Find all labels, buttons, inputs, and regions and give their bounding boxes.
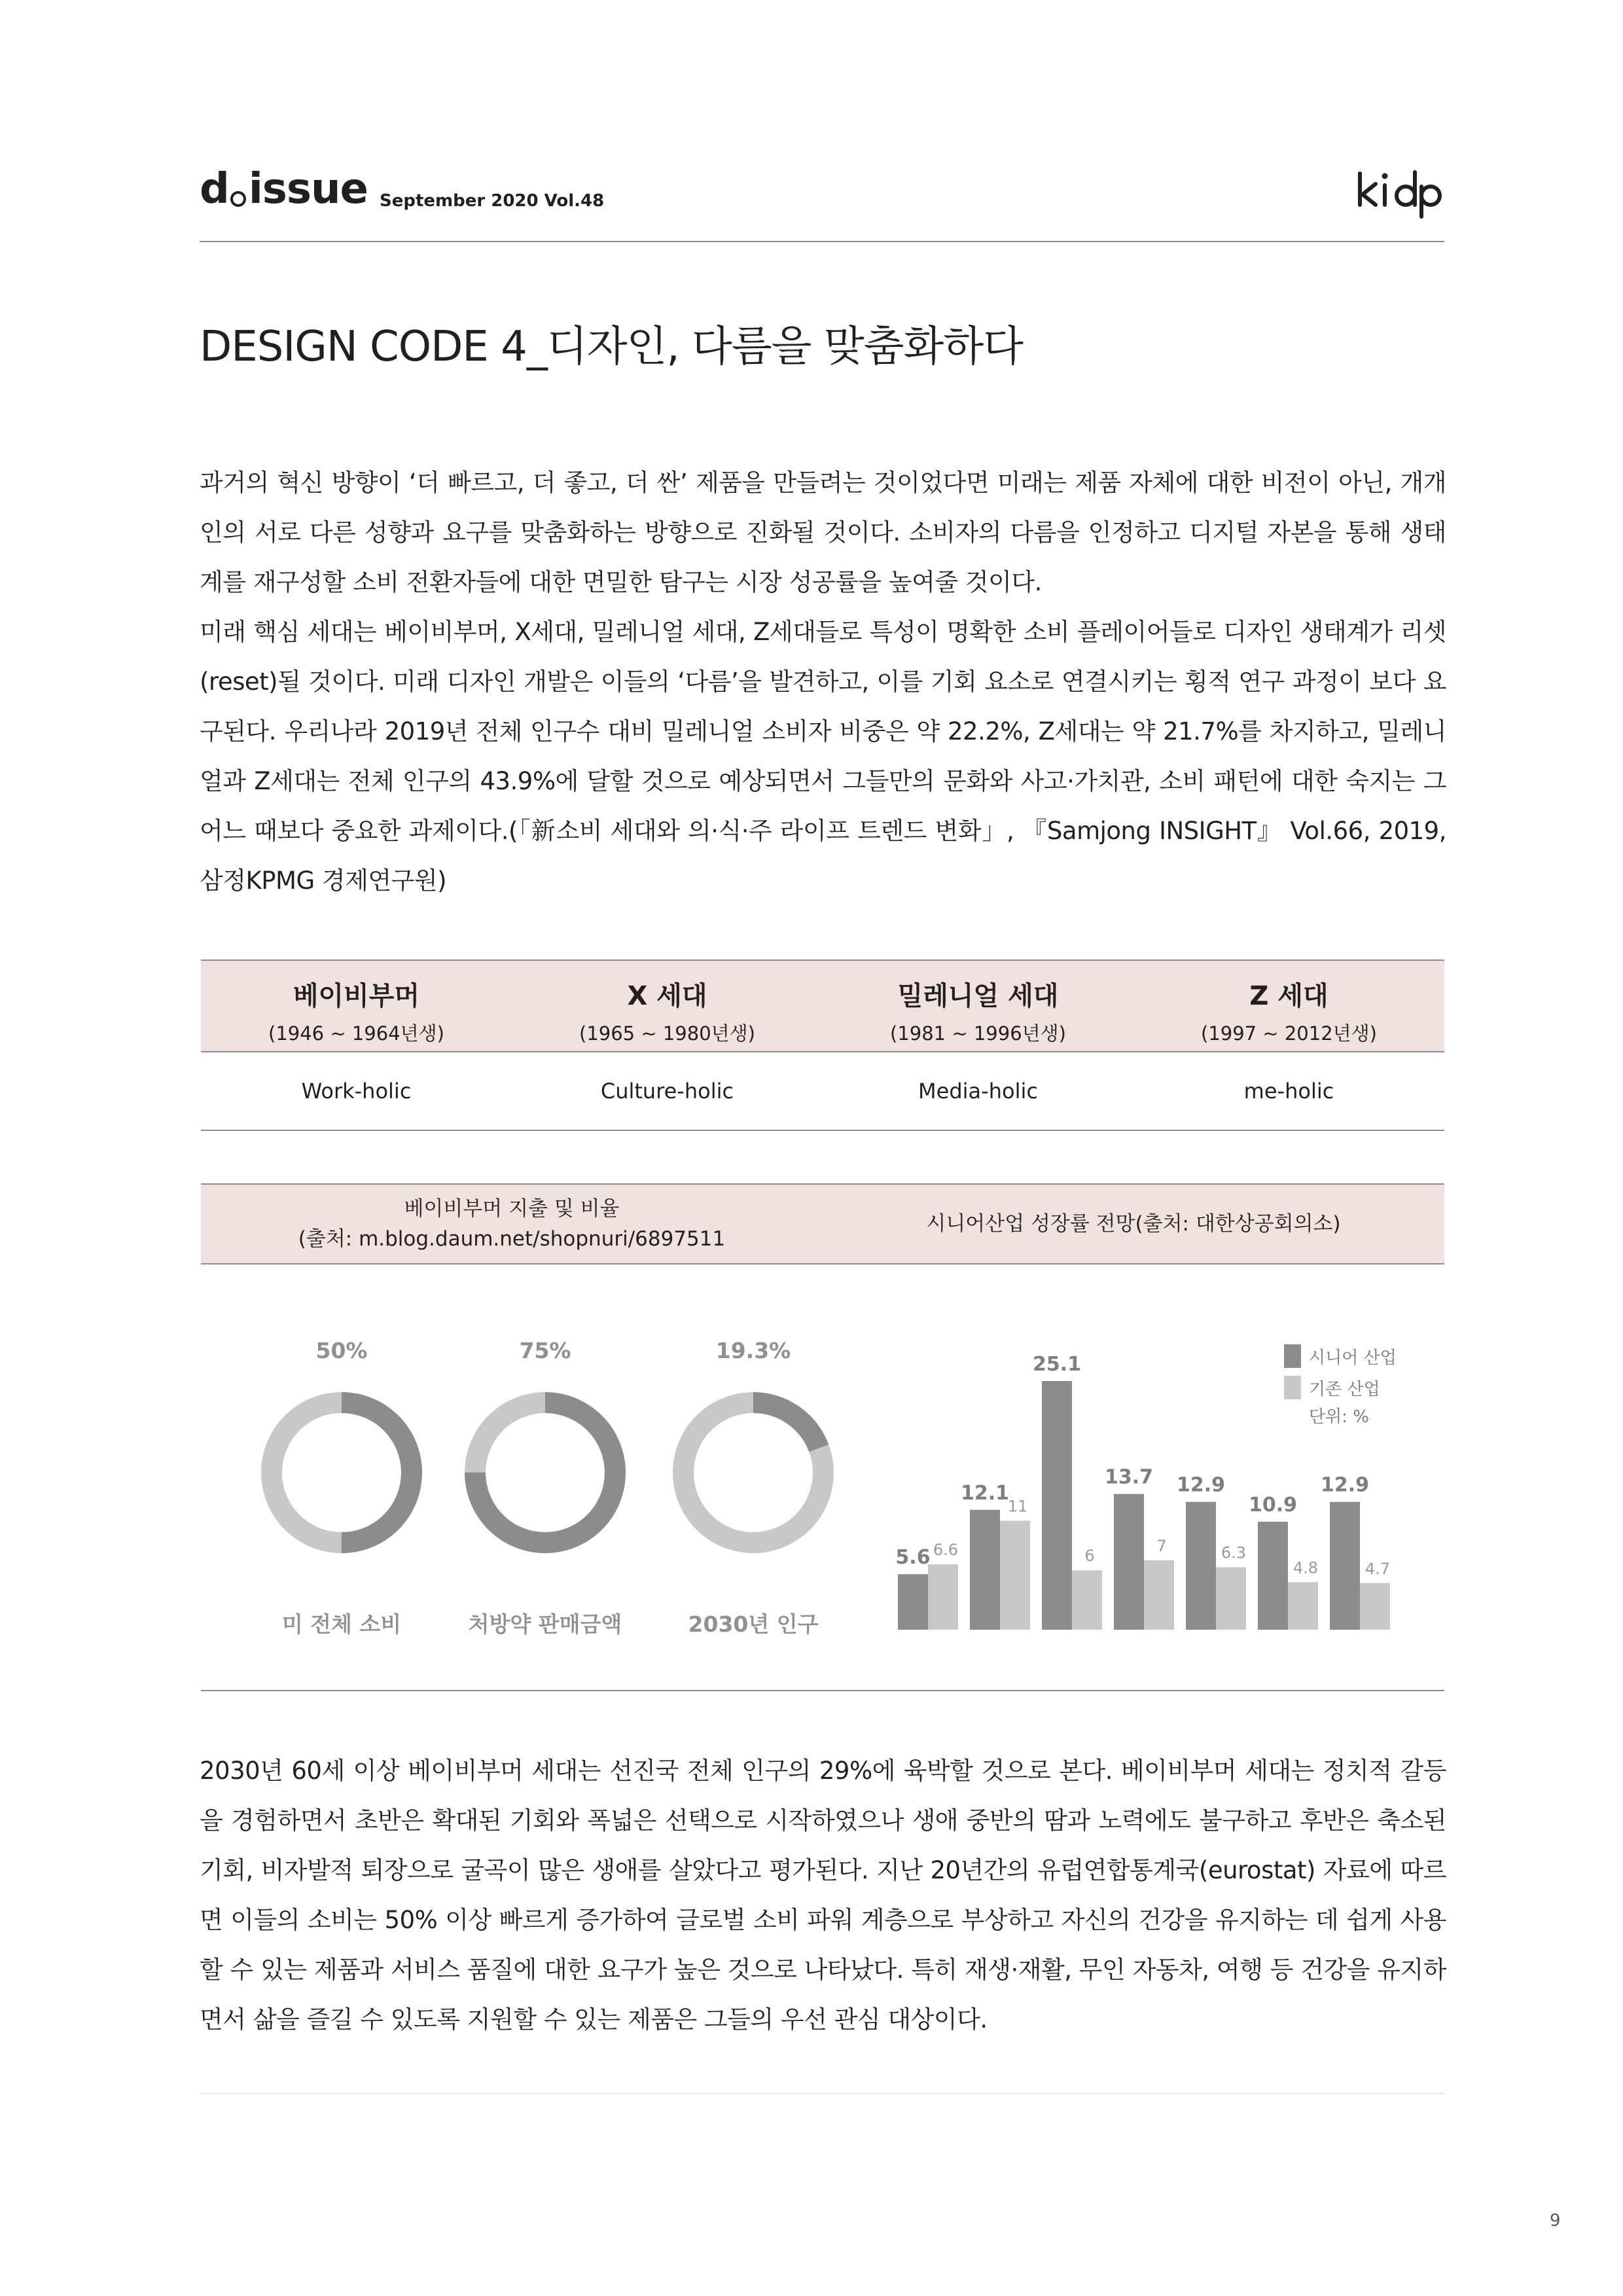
bar-existing-industry — [1144, 1560, 1174, 1630]
donut-category-label: 처방약 판매금액 — [468, 1611, 622, 1637]
bar-existing-industry — [1000, 1520, 1030, 1630]
unit-label: 단위: % — [1309, 1407, 1369, 1427]
generations-trait-row — [201, 1052, 1444, 1131]
bar-value-label: 6 — [1084, 1547, 1095, 1566]
generation-name: X 세대 — [627, 981, 707, 1011]
page-title: DESIGN CODE 4_디자인, 다름을 맞춤화하다 — [200, 323, 1023, 371]
bar-value-label: 10.9 — [1248, 1493, 1298, 1516]
kidp-logo — [1355, 167, 1446, 219]
bar-value-label: 13.7 — [1104, 1465, 1154, 1489]
bar-existing-industry — [1216, 1568, 1246, 1630]
chart-caption-band — [201, 1183, 1444, 1265]
generation-years: (1997 ~ 2012년생) — [1201, 1022, 1377, 1045]
bar-senior-industry — [1114, 1494, 1144, 1630]
donut-value-label: 19.3% — [715, 1338, 791, 1363]
right-caption-title: 시니어산업 성장률 전망(출처: 대한상공회의소) — [926, 1212, 1341, 1236]
bar-value-label: 5.6 — [895, 1546, 931, 1570]
bar-chart-legend — [1284, 1340, 1397, 1427]
header-divider — [200, 241, 1444, 242]
bar-senior-industry — [898, 1574, 928, 1630]
bar-value-label: 11 — [1007, 1497, 1028, 1516]
generation-trait: Work-holic — [301, 1079, 412, 1103]
bar-senior-industry — [1042, 1381, 1072, 1630]
generation-col — [201, 961, 512, 1051]
bar-senior-industry — [1258, 1522, 1288, 1630]
legend-label: 기존 산업 — [1309, 1379, 1380, 1399]
logo-letter-d: d — [200, 165, 229, 213]
issue-date: September 2020 Vol.48 — [380, 191, 605, 211]
bar-existing-industry — [1072, 1570, 1102, 1630]
legend-swatch — [1284, 1376, 1301, 1399]
bar-value-label: 7 — [1156, 1537, 1167, 1556]
bar-existing-industry — [928, 1564, 958, 1630]
dissue-logo — [200, 165, 368, 213]
legend-item-existing — [1284, 1372, 1397, 1403]
page-number: 9 — [1550, 2211, 1561, 2231]
bar-senior-industry — [1186, 1502, 1216, 1630]
generation-col — [512, 961, 823, 1051]
right-chart-caption — [823, 1185, 1444, 1263]
bar-value-label: 6.6 — [933, 1541, 959, 1560]
bar-senior-industry — [970, 1510, 1000, 1630]
donut-value-label: 50% — [315, 1338, 368, 1363]
generation-name: 베이비부머 — [293, 981, 420, 1011]
intro-paragraph-2: 미래 핵심 세대는 베이비부머, X세대, 밀레니얼 세대, Z세대들로 특성이 명확한 소비 플레이어들로 디자인 생태계가 리셋(reset)될 것이다. 미래 디자인 개발은 이들의 ‘다름’을 발견하고, 이를 기회 요소로 연결시키는 횡적 연구 과정이 보다 요구된다. 우리나라 2019년 전체 인구수 대비 밀레니얼 소비자 비중은 약 22.2%, Z세대는 약 21.7%를 차지하고, 밀레니얼과 Z세대는 전체 인구의 43.9%에 달할 것으로 예상되면서 그들만의 문화와 사고·가치관, 소비 패턴에 대한 숙지는 그 어느 때보다 중요한 과제이다.(「新소비 세대와 의·식·주 라이프 트렌드 변화」, 『Samjong INSIGHT』 Vol.66, 2019, 삼정KPMG 경제연구원) — [200, 618, 1446, 895]
left-chart-caption — [201, 1185, 823, 1263]
logo-dot-icon — [230, 191, 246, 207]
bar-value-label: 6.3 — [1221, 1543, 1247, 1562]
left-caption-title: 베이비부머 지출 및 비율 — [404, 1197, 620, 1221]
generation-trait: Media-holic — [918, 1079, 1038, 1103]
bar-value-label: 12.9 — [1176, 1473, 1226, 1497]
left-caption-source: (출처: m.blog.daum.net/shopnuri/6897511 — [298, 1227, 726, 1251]
generation-col — [1133, 961, 1444, 1051]
generation-col — [823, 961, 1133, 1051]
generation-trait: me-holic — [1243, 1079, 1334, 1103]
generation-trait: Culture-holic — [600, 1079, 734, 1103]
donut-value-label: 75% — [519, 1338, 571, 1363]
bar-value-label: 4.7 — [1364, 1559, 1391, 1578]
generation-name: Z 세대 — [1249, 981, 1329, 1011]
legend-swatch — [1284, 1344, 1301, 1368]
bar-value-label: 4.8 — [1293, 1558, 1319, 1577]
generation-years: (1965 ~ 1980년생) — [579, 1022, 755, 1045]
body-paragraph: 2030년 60세 이상 베이비부머 세대는 선진국 전체 인구의 29%에 육박할 것으로 본다. 베이비부머 세대는 정치적 갈등을 경험하면서 초반은 확대된 기회와 폭넓은 선택으로 시작하였으나 생애 중반의 땀과 노력에도 불구하고 후반은 축소된 기회, 비자발적 퇴장으로 굴곡이 많은 생애를 살았다고 평가된다. 지난 20년간의 유럽연합통계국(eurostat) 자료에 따르면 이들의 소비는 50% 이상 빠르게 증가하여 글로벌 소비 파워 계층으로 부상하고 자신의 건강을 유지하는 데 쉽게 사용할 수 있는 제품과 서비스 품질에 대한 요구가 높은 것으로 나타났다. 특히 재생·재활, 무인 자동차, 여행 등 건강을 유지하면서 삶을 즐길 수 있도록 지원할 수 있는 제품은 그들의 우선 관심 대상이다. — [200, 1757, 1446, 2034]
bar-value-label: 25.1 — [1032, 1353, 1082, 1376]
donut-category-label: 미 전체 소비 — [281, 1611, 402, 1637]
generations-table — [201, 960, 1444, 1131]
logo-word-issue: issue — [248, 165, 368, 213]
footer-divider — [201, 2093, 1444, 2094]
bar-value-label: 12.9 — [1320, 1473, 1370, 1497]
legend-item-senior — [1284, 1340, 1397, 1372]
legend-label: 시니어 산업 — [1309, 1348, 1397, 1368]
generation-years: (1946 ~ 1964년생) — [268, 1022, 444, 1045]
generations-header-row — [201, 960, 1444, 1052]
generation-years: (1981 ~ 1996년생) — [890, 1022, 1066, 1045]
bar-value-label: 12.1 — [960, 1481, 1010, 1505]
intro-paragraph: 과거의 혁신 방향이 ‘더 빠르고, 더 좋고, 더 싼’ 제품을 만들려는 것이었다면 미래는 제품 자체에 대한 비전이 아닌, 개개인의 서로 다른 성향과 요구를 맞춤화하는 방향으로 진화될 것이다. 소비자의 다름을 인정하고 디지털 자본을 통해 생태계를 재구성할 소비 전환자들에 대한 면밀한 탐구는 시장 성공률을 높여줄 것이다. — [200, 469, 1446, 596]
bar-existing-industry — [1360, 1583, 1390, 1630]
chart-section-divider — [201, 1690, 1444, 1691]
bar-existing-industry — [1288, 1582, 1318, 1630]
donut-svg — [223, 1388, 838, 1584]
donut-category-label: 2030년 인구 — [688, 1611, 819, 1637]
bar-senior-industry — [1330, 1502, 1360, 1630]
intro-text — [200, 458, 1446, 906]
generation-name: 밀레니얼 세대 — [897, 981, 1059, 1011]
